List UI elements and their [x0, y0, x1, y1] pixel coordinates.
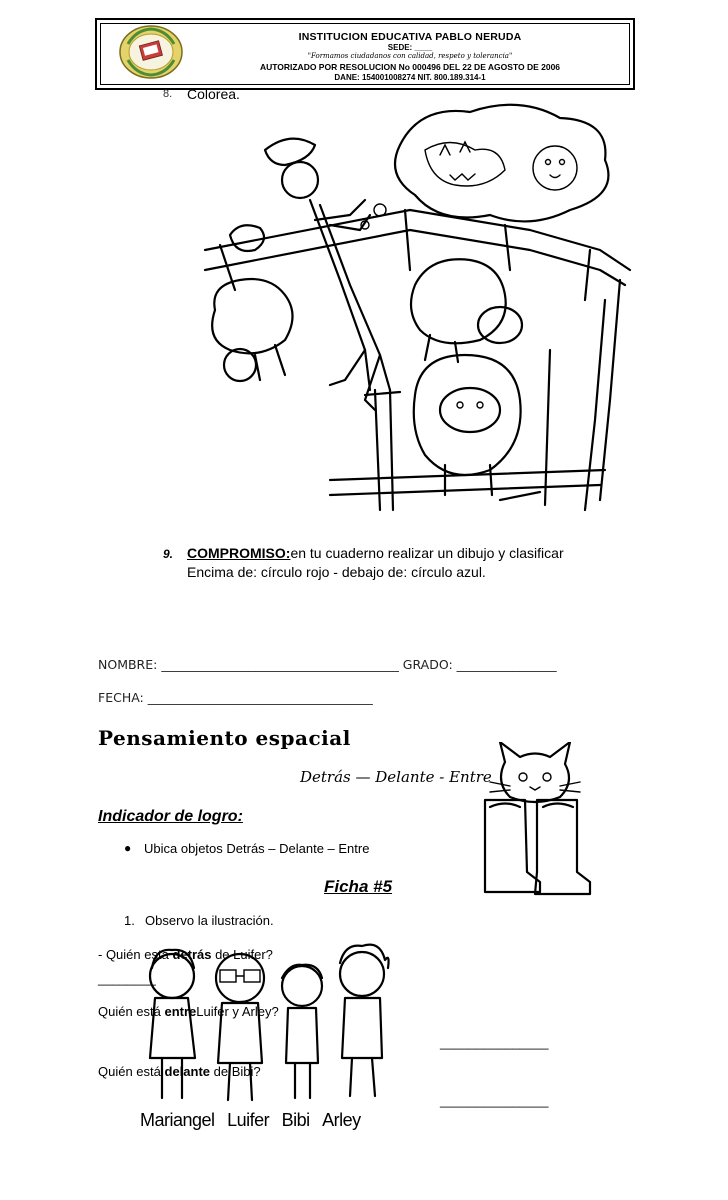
instruction-number: 1. — [124, 913, 135, 928]
school-logo — [118, 24, 184, 80]
kids-line-illustration — [140, 928, 410, 1110]
question-behind-bold: detrás — [172, 947, 212, 962]
sede-line: SEDE: ____ — [387, 43, 433, 52]
indicator-label: Indicador de logro: — [98, 808, 243, 825]
question-between-post: Luifer y Arley? — [196, 1004, 279, 1019]
question-9-line-1 — [187, 545, 564, 561]
question-9-text-1: en tu cuaderno realizar un dibujo y clasificar — [290, 545, 564, 561]
worksheet-subtitle: Detrás — Delante - Entre — [300, 768, 492, 786]
puss-in-boots-illustration — [465, 742, 605, 902]
question-8-number: 8. — [163, 88, 173, 100]
answer-line-front[interactable]: _______________ — [440, 1093, 549, 1108]
kid-name-luifer: Luifer — [227, 1110, 270, 1130]
bullet-icon: ● — [124, 841, 132, 855]
question-9-text-2: Encima de: círculo rojo - debajo de: círculo azul. — [187, 564, 486, 580]
nombre-grado-field[interactable]: NOMBRE: ______________________________________ GRADO: ________________ — [98, 657, 557, 672]
question-9-number: 9. — [163, 547, 174, 561]
indicator-item: Ubica objetos Detrás – Delante – Entre — [144, 841, 370, 856]
dane-nit-line: DANE: 154001008274 NIT. 800.189.314-1 — [334, 73, 486, 82]
kids-names-row — [140, 1110, 361, 1131]
question-front-post: de Bibi? — [210, 1064, 261, 1079]
instruction-text: Observo la ilustración. — [145, 913, 274, 928]
fecha-field[interactable]: FECHA: ____________________________________ — [98, 690, 373, 705]
kid-name-bibi: Bibi — [281, 1110, 310, 1130]
question-behind-pre: - Quién está — [98, 947, 173, 962]
answer-line-behind[interactable]: ________ — [98, 971, 156, 986]
question-between-bold: entre — [164, 1004, 197, 1019]
compromiso-label: COMPROMISO: — [187, 545, 291, 561]
authorization-line: AUTORIZADO POR RESOLUCION No 000496 DEL 22 DE AGOSTO DE 2006 — [259, 62, 561, 72]
question-8-text: Colorea. — [187, 86, 240, 102]
institution-name: INSTITUCION EDUCATIVA PABLO NERUDA — [298, 31, 522, 43]
answer-line-between[interactable]: _______________ — [440, 1035, 549, 1050]
school-motto: "Formamos ciudadanos con calidad, respeto y tolerancia" — [307, 52, 513, 60]
kid-name-mariangel: Mariangel — [140, 1110, 215, 1130]
question-behind-post: de Luifer? — [211, 947, 273, 962]
kid-name-arley: Arley — [322, 1110, 361, 1130]
question-front-pre: Quién está — [98, 1064, 165, 1079]
ficha-number: Ficha #5 — [324, 877, 393, 896]
coloring-illustration-sheep-pen — [200, 100, 640, 530]
question-front-bold: delante — [164, 1064, 211, 1079]
worksheet-title: Pensamiento espacial — [98, 726, 351, 750]
question-between-pre: Quién está — [98, 1004, 165, 1019]
